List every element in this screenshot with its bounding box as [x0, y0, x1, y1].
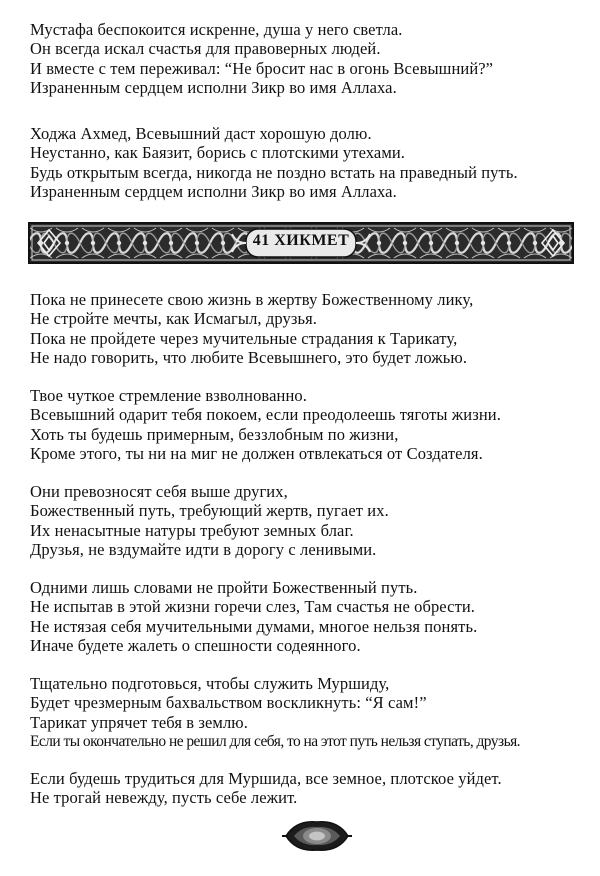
stanza: [30, 578, 585, 655]
verse-line: Друзья, не вздумайте идти в дорогу с ленивыми.: [30, 539, 377, 559]
verse-line: Их ненасытные натуры требуют земных благ.: [30, 520, 354, 540]
verse-line: Будь открытым всегда, никогда не поздно встать на праведный путь.: [30, 162, 518, 182]
stanza: [30, 769, 585, 808]
verse-line: Неустанно, как Баязит, борись с плотскими утехами.: [30, 143, 406, 163]
verse-line: Божественный путь, требующий жертв, пугает их.: [30, 501, 389, 521]
verse-line: Израненным сердцем исполни Зикр во имя Аллаха.: [30, 181, 397, 201]
section-title: 41 ХИКМЕТ: [252, 232, 350, 249]
verse-line: Не испытав в этой жизни горечи слез, Там счастья не обрести.: [30, 597, 476, 617]
stanza: [30, 20, 585, 97]
verse-line: Не истязая себя мучительными думами, многое нельзя понять.: [30, 616, 478, 636]
verse-line: Мустафа беспокоится искренне, душа у него светла.: [30, 20, 403, 39]
verse-line: Иначе будете жалеть о спешности содеянного.: [30, 635, 361, 655]
verse-line: Тщательно подготовься, чтобы служить Муршиду,: [30, 674, 390, 693]
verse-line: Кроме этого, ты ни на миг не должен отвлекаться от Создателя.: [30, 443, 483, 463]
stanza: [30, 482, 585, 559]
verse-line: Тарикат упрячет тебя в землю.: [30, 712, 248, 732]
verse-line: Пока не принесете свою жизнь в жертву Божественному лику,: [30, 290, 474, 309]
verse-line: Не стройте мечты, как Исмагыл, друзья.: [30, 309, 317, 329]
verse-line: Не надо говорить, что любите Всевышнего, это будет ложью.: [30, 347, 468, 367]
verse-line: Если ты окончательно не решил для себя, то на этот путь нельзя ступать, друзья.: [30, 732, 520, 750]
verse-line: Твое чуткое стремление взволнованно.: [30, 386, 307, 405]
verse-line: Не трогай невежду, пусть себе лежит.: [30, 788, 298, 808]
verse-line: Пока не пройдете через мучительные страдания к Тарикату,: [30, 328, 458, 348]
section-banner: [28, 222, 574, 264]
verse-line: Одними лишь словами не пройти Божественный путь.: [30, 578, 418, 597]
verse-line: Он всегда искал счастья для правоверных людей.: [30, 39, 381, 59]
verse-line: Всевышний одарит тебя покоем, если преодолеешь тяготы жизни.: [30, 405, 501, 425]
stanza: [30, 124, 585, 201]
stanza: [30, 386, 585, 463]
ornamental-page-medallion-icon: [282, 818, 352, 854]
verse-line: Израненным сердцем исполни Зикр во имя Аллаха.: [30, 77, 397, 97]
verse-line: Если будешь трудиться для Муршида, все земное, плотское уйдет.: [30, 769, 502, 788]
verse-line: Ходжа Ахмед, Всевышний даст хорошую долю.: [30, 124, 372, 143]
verse-line: Будет чрезмерным бахвальством воскликнуть: “Я сам!”: [30, 693, 427, 713]
stanza: [30, 674, 585, 751]
verse-line: Они превозносят себя выше других,: [30, 482, 288, 501]
stanza: [30, 290, 585, 367]
verse-line: Хоть ты будешь примерным, беззлобным по жизни,: [30, 424, 399, 444]
verse-line: И вместе с тем переживал: “Не бросит нас в огонь Всевышний?”: [30, 58, 494, 78]
